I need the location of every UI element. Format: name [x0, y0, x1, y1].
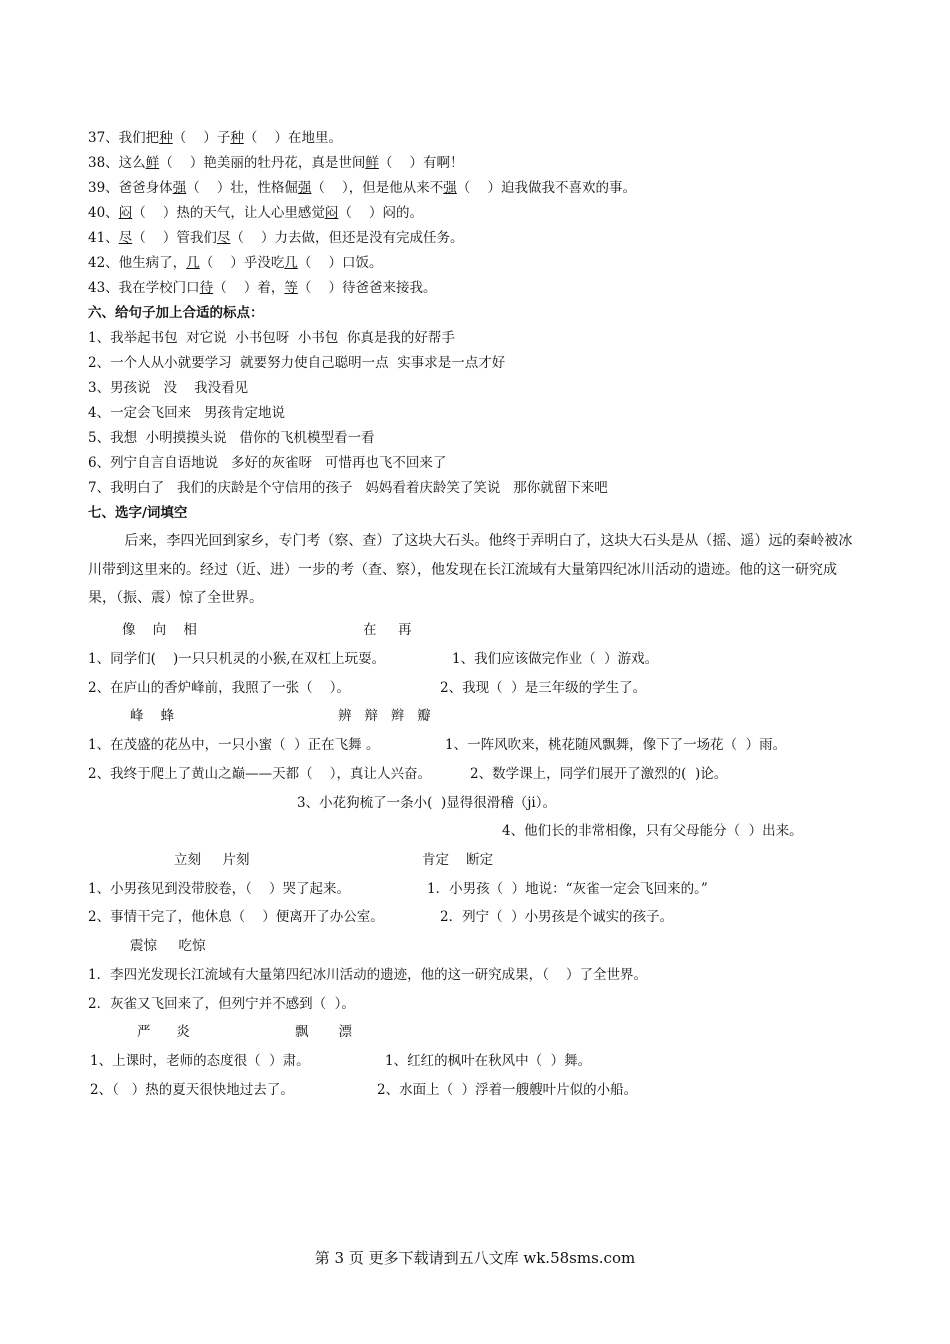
question-39: 39、爸爸身体强（ ）壮，性格倔强（ ），但是他从来不强（ ）迫我做我不喜欢的事。 — [88, 180, 636, 196]
fill-sentence: 1、同学们( )一只只机灵的小猴,在双杠上玩耍。 — [88, 651, 386, 667]
fill-sentence: 4、他们长的非常相像，只有父母能分（ ）出来。 — [502, 823, 803, 839]
punctuation-item: 2、一个人从小就要学习 就要努力使自己聪明一点 实事求是一点才好 — [88, 355, 506, 371]
word-choices: 峰 蜂 — [130, 708, 175, 724]
fill-sentence: 1、一阵风吹来，桃花随风飘舞，像下了一场花（ ）雨。 — [445, 737, 787, 753]
word-choices: 肯定 断定 — [422, 852, 494, 868]
fill-sentence: 2．灰雀又飞回来了，但列宁并不感到（ ）。 — [88, 996, 355, 1012]
fill-sentence: 1．小男孩（ ）地说：“灰雀一定会飞回来的。” — [427, 881, 708, 897]
fill-sentence: 3、小花狗梳了一条小( )显得很滑稽（ji）。 — [297, 795, 556, 811]
word-choices: 在 再 — [363, 622, 412, 638]
question-41: 41、尽（ ）管我们尽（ ）力去做，但还是没有完成任务。 — [88, 230, 464, 246]
word-choices: 辨 辩 辫 瓣 — [338, 708, 431, 724]
punctuation-item: 6、列宁自言自语地说 多好的灰雀呀 可惜再也飞不回来了 — [88, 455, 447, 471]
section-6-title: 六、给句子加上合适的标点： — [88, 305, 264, 321]
question-43: 43、我在学校门口待（ ）着，等（ ）待爸爸来接我。 — [88, 280, 437, 296]
word-choices: 飘 漂 — [295, 1024, 353, 1040]
fill-sentence: 1、红红的枫叶在秋风中（ ）舞。 — [385, 1053, 592, 1069]
fill-sentence: 1、我们应该做完作业（ ）游戏。 — [452, 651, 659, 667]
passage-paragraph: 后来，李四光回到家乡，专门考（察、查）了这块大石头。他终于弄明白了，这块大石头是从（摇、遥）远的秦岭被冰川带到这里来的。经过（近、进）一步的考（查、察），他发现在长江流域有大量第四纪冰川活动的遗迹。他的这一研究成果，（振、震）惊了全世界。 — [88, 533, 853, 606]
fill-sentence: 2、我终于爬上了黄山之巅——天都（ ），真让人兴奋。 — [88, 766, 432, 782]
fill-sentence: 1、小男孩见到没带胶卷，（ ）哭了起来。 — [88, 881, 351, 897]
page-footer: 第 3 页 更多下载请到五八文库 wk.58sms.com — [314, 1249, 636, 1267]
word-choices: 严 炎 — [137, 1024, 190, 1040]
fill-sentence: 2、水面上（ ）浮着一艘艘叶片似的小船。 — [377, 1082, 638, 1098]
word-choices: 震惊 吃惊 — [130, 938, 206, 954]
question-38: 38、这么鲜（ ）艳美丽的牡丹花，真是世间鲜（ ）有啊！ — [88, 155, 464, 171]
word-choices: 立刻 片刻 — [174, 852, 250, 868]
fill-sentence: 2、（ ）热的夏天很快地过去了。 — [90, 1082, 294, 1098]
punctuation-item: 3、男孩说 没 我没看见 — [88, 380, 249, 396]
word-choices: 像 向 相 — [122, 622, 197, 638]
punctuation-item: 4、一定会飞回来 男孩肯定地说 — [88, 405, 285, 421]
section-7-title: 七、选字/词填空 — [88, 505, 188, 521]
fill-sentence: 2．列宁（ ）小男孩是个诚实的孩子。 — [440, 909, 674, 925]
fill-sentence: 1、上课时，老师的态度很（ ）肃。 — [90, 1053, 310, 1069]
fill-sentence: 2、我现（ ）是三年级的学生了。 — [440, 680, 647, 696]
fill-sentence: 2、数学课上，同学们展开了激烈的( )论。 — [470, 766, 728, 782]
punctuation-item: 5、我想 小明摸摸头说 借你的飞机模型看一看 — [88, 430, 375, 446]
fill-sentence: 2、事情干完了，他休息（ ）便离开了办公室。 — [88, 909, 384, 925]
punctuation-item: 1、我举起书包 对它说 小书包呀 小书包 你真是我的好帮手 — [88, 330, 455, 346]
question-37: 37、我们把种（ ）子种（ ）在地里。 — [88, 130, 343, 146]
fill-sentence: 1．李四光发现长江流域有大量第四纪冰川活动的遗迹，他的这一研究成果，（ ）了全世界。 — [88, 967, 648, 983]
question-40: 40、闷（ ）热的天气，让人心里感觉闷（ ）闷的。 — [88, 205, 424, 221]
fill-sentence: 2、在庐山的香炉峰前，我照了一张（ ）。 — [88, 680, 351, 696]
fill-sentence: 1、在茂盛的花丛中，一只小蜜（ ）正在飞舞 。 — [88, 737, 380, 753]
question-42: 42、他生病了，几（ ）乎没吃几（ ）口饭。 — [88, 255, 383, 271]
punctuation-item: 7、我明白了 我们的庆龄是个守信用的孩子 妈妈看着庆龄笑了笑说 那你就留下来吧 — [88, 480, 608, 496]
